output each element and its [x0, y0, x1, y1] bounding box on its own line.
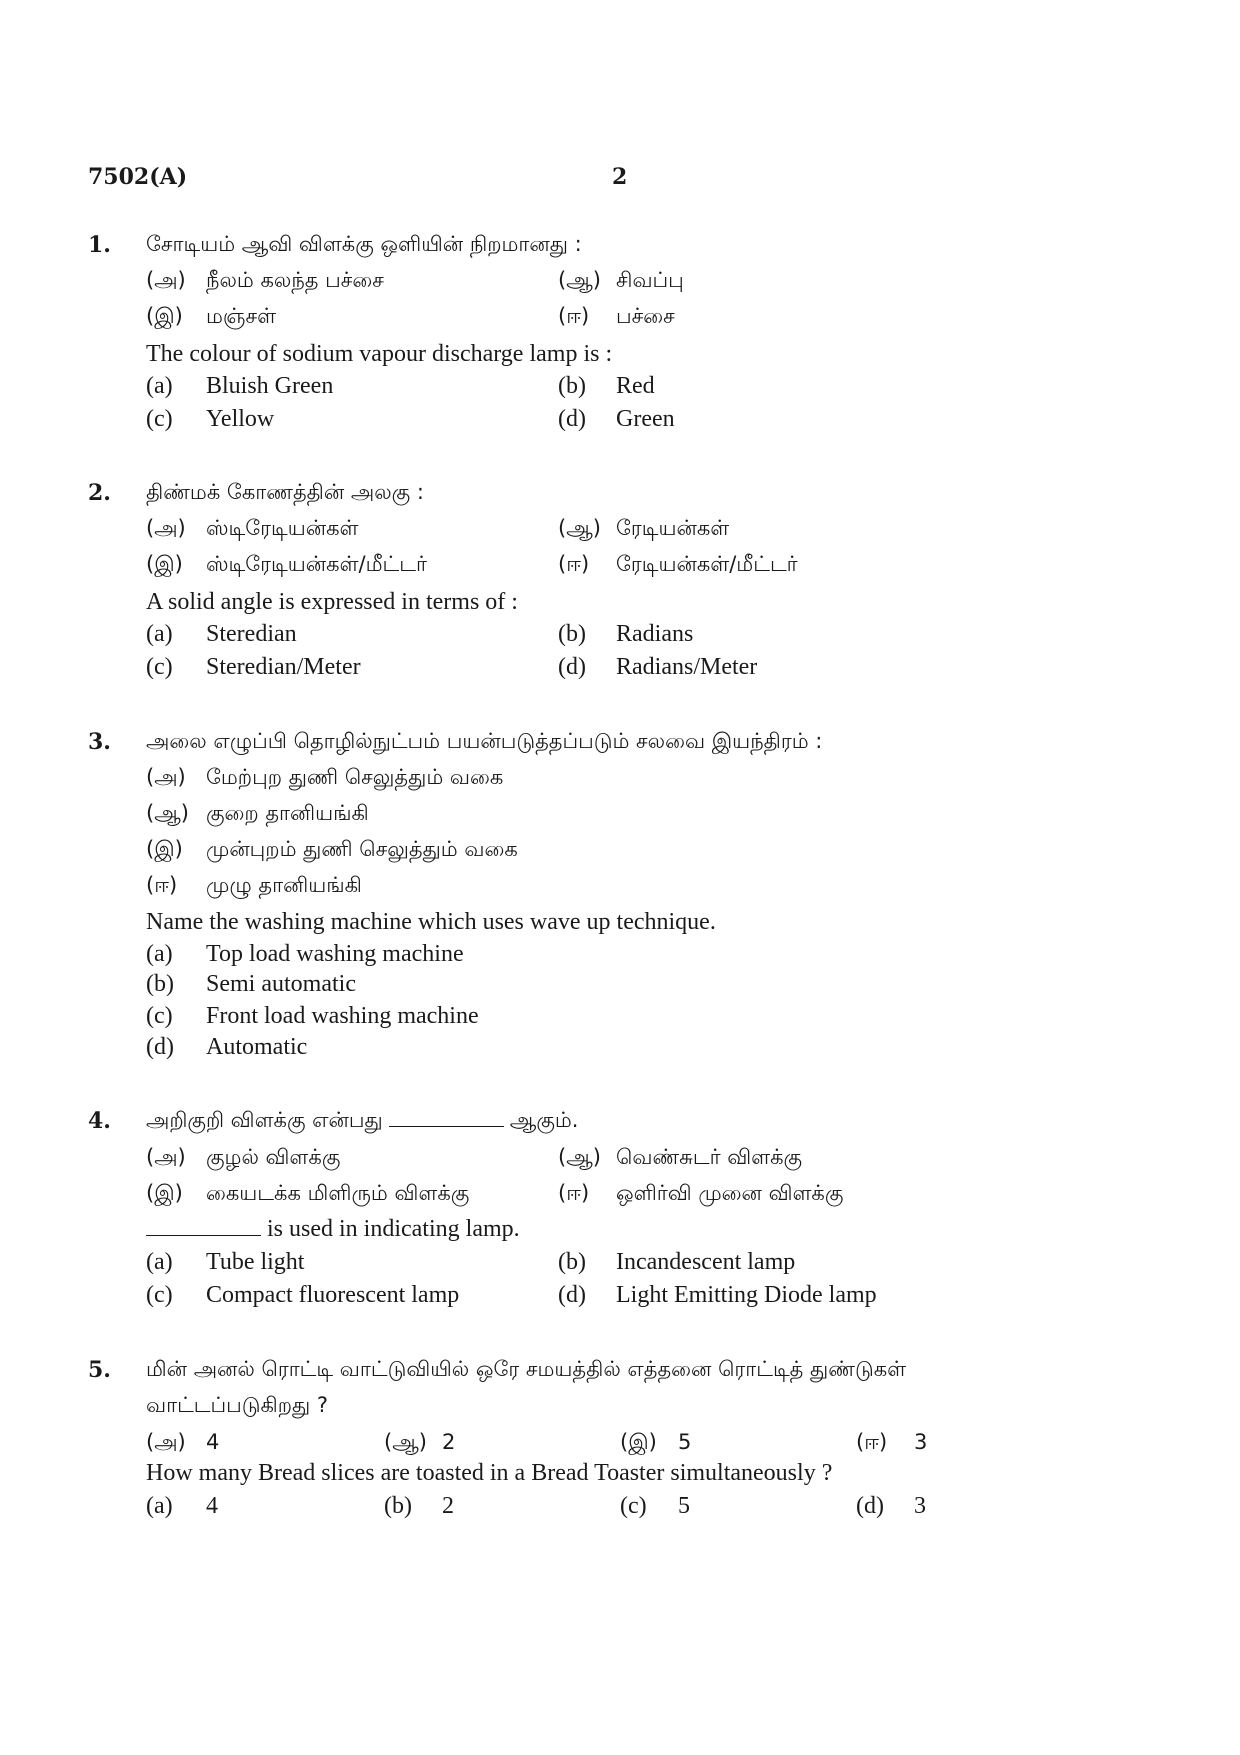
option-text: 4: [206, 1493, 218, 1519]
option-text: மேற்புற துணி செலுத்தும் வகை: [206, 765, 504, 789]
option-label: (c): [146, 406, 173, 432]
option-label: (b): [558, 1249, 586, 1275]
option-label: (ஆ): [558, 516, 601, 540]
option-text: ரேடியன்கள்/மீட்டர்: [616, 552, 798, 576]
option-label: (b): [558, 621, 586, 647]
question-number: 5.: [88, 1357, 111, 1383]
question-number: 1.: [88, 232, 111, 258]
option-label: (ஈ): [558, 1181, 590, 1205]
option-text: Radians/Meter: [616, 654, 758, 680]
option-label: (ஆ): [384, 1430, 427, 1454]
question-text-tamil: [146, 1108, 578, 1133]
option-label: (a): [146, 1249, 173, 1275]
option-text: Compact fluorescent lamp: [206, 1282, 460, 1308]
option-text: Steredian/Meter: [206, 654, 361, 680]
option-label: (c): [620, 1493, 647, 1519]
option-label: (இ): [620, 1430, 657, 1454]
option-label: (ஆ): [558, 1145, 601, 1169]
fill-blank: [389, 1125, 504, 1127]
option-text: வெண்சுடர் விளக்கு: [616, 1145, 803, 1169]
option-label: (ஈ): [146, 873, 178, 897]
option-text: 3: [914, 1493, 926, 1519]
question-number: 4.: [88, 1108, 111, 1134]
option-label: (d): [558, 654, 586, 680]
option-label: (அ): [146, 1430, 186, 1454]
option-label: (ஆ): [146, 801, 189, 825]
fill-blank: [146, 1234, 261, 1236]
option-text: Red: [616, 373, 655, 399]
question-text-english: [146, 1215, 520, 1244]
option-label: (இ): [146, 837, 183, 861]
option-text: Front load washing machine: [206, 1003, 479, 1029]
option-label: (ஆ): [558, 268, 601, 292]
option-text: முன்புறம் துணி செலுத்தும் வகை: [206, 837, 518, 861]
option-text: மஞ்சள்: [206, 304, 277, 328]
option-text: 4: [206, 1430, 220, 1454]
option-text: ஒளிர்வி முனை விளக்கு: [616, 1181, 844, 1205]
option-label: (d): [558, 406, 586, 432]
option-label: (a): [146, 621, 173, 647]
option-text: Semi automatic: [206, 971, 356, 997]
option-label: (d): [856, 1493, 884, 1519]
question-text-tamil: சோடியம் ஆவி விளக்கு ஒளியின் நிறமானது :: [146, 232, 582, 256]
option-label: (c): [146, 1282, 173, 1308]
option-text: Green: [616, 406, 675, 432]
option-label: (a): [146, 373, 173, 399]
option-text: 5: [678, 1493, 690, 1519]
question-text-tamil: திண்மக் கோணத்தின் அலகு :: [146, 480, 424, 504]
option-text: Radians: [616, 621, 694, 647]
option-text: 2: [442, 1430, 456, 1454]
option-text: 3: [914, 1430, 928, 1454]
question-text-english: A solid angle is expressed in terms of :: [146, 589, 518, 615]
question-number: 3.: [88, 729, 111, 755]
option-text: Steredian: [206, 621, 297, 647]
option-text: ஸ்டிரேடியன்கள்/மீட்டர்: [206, 552, 427, 576]
option-text: 5: [678, 1430, 692, 1454]
option-text: குறை தானியங்கி: [206, 801, 369, 825]
question-text-tamil: அலை எழுப்பி தொழில்நுட்பம் பயன்படுத்தப்படும் சலவை இயந்திரம் :: [146, 729, 823, 753]
option-label: (a): [146, 1493, 173, 1519]
option-text: பச்சை: [616, 304, 675, 328]
question-text-english: The colour of sodium vapour discharge lamp is :: [146, 341, 613, 367]
option-label: (b): [384, 1493, 412, 1519]
option-text: ரேடியன்கள்: [616, 516, 730, 540]
option-label: (d): [558, 1282, 586, 1308]
option-text: சிவப்பு: [616, 268, 684, 292]
option-label: (அ): [146, 268, 186, 292]
question-text-tamil: மின் அனல் ரொட்டி வாட்டுவியில் ஒரே சமயத்தில் எத்தனை ரொட்டித் துண்டுகள்: [146, 1357, 907, 1381]
question-text-tamil-cont: வாட்டப்படுகிறது ?: [146, 1393, 329, 1417]
question-text-pre: அறிகுறி விளக்கு என்பது: [146, 1108, 383, 1132]
option-label: (இ): [146, 304, 183, 328]
option-text: Bluish Green: [206, 373, 334, 399]
option-text: Top load washing machine: [206, 941, 464, 967]
option-text: முழு தானியங்கி: [206, 873, 362, 897]
option-text: 2: [442, 1493, 454, 1519]
question-text-post: is used in indicating lamp.: [267, 1216, 520, 1242]
option-text: Automatic: [206, 1034, 308, 1060]
paper-code: 7502(A): [88, 164, 188, 190]
option-label: (b): [558, 373, 586, 399]
option-text: குழல் விளக்கு: [206, 1145, 341, 1169]
option-text: கையடக்க மிளிரும் விளக்கு: [206, 1181, 470, 1205]
option-label: (அ): [146, 1145, 186, 1169]
option-text: Light Emitting Diode lamp: [616, 1282, 877, 1308]
option-label: (இ): [146, 1181, 183, 1205]
option-label: (அ): [146, 765, 186, 789]
option-label: (c): [146, 654, 173, 680]
option-label: (ஈ): [856, 1430, 888, 1454]
option-label: (ஈ): [558, 304, 590, 328]
option-text: நீலம் கலந்த பச்சை: [206, 268, 384, 292]
question-number: 2.: [88, 480, 111, 506]
option-label: (d): [146, 1034, 174, 1060]
page-number: 2: [612, 164, 628, 190]
option-label: (b): [146, 971, 174, 997]
option-label: (c): [146, 1003, 173, 1029]
option-text: Tube light: [206, 1249, 305, 1275]
option-label: (ஈ): [558, 552, 590, 576]
question-text-english: How many Bread slices are toasted in a Bread Toaster simultaneously ?: [146, 1460, 833, 1486]
option-text: ஸ்டிரேடியன்கள்: [206, 516, 359, 540]
option-label: (இ): [146, 552, 183, 576]
question-text-post: ஆகும்.: [509, 1108, 579, 1132]
option-text: Incandescent lamp: [616, 1249, 796, 1275]
option-label: (a): [146, 941, 173, 967]
question-text-english: Name the washing machine which uses wave up technique.: [146, 909, 716, 935]
option-text: Yellow: [206, 406, 275, 432]
option-label: (அ): [146, 516, 186, 540]
